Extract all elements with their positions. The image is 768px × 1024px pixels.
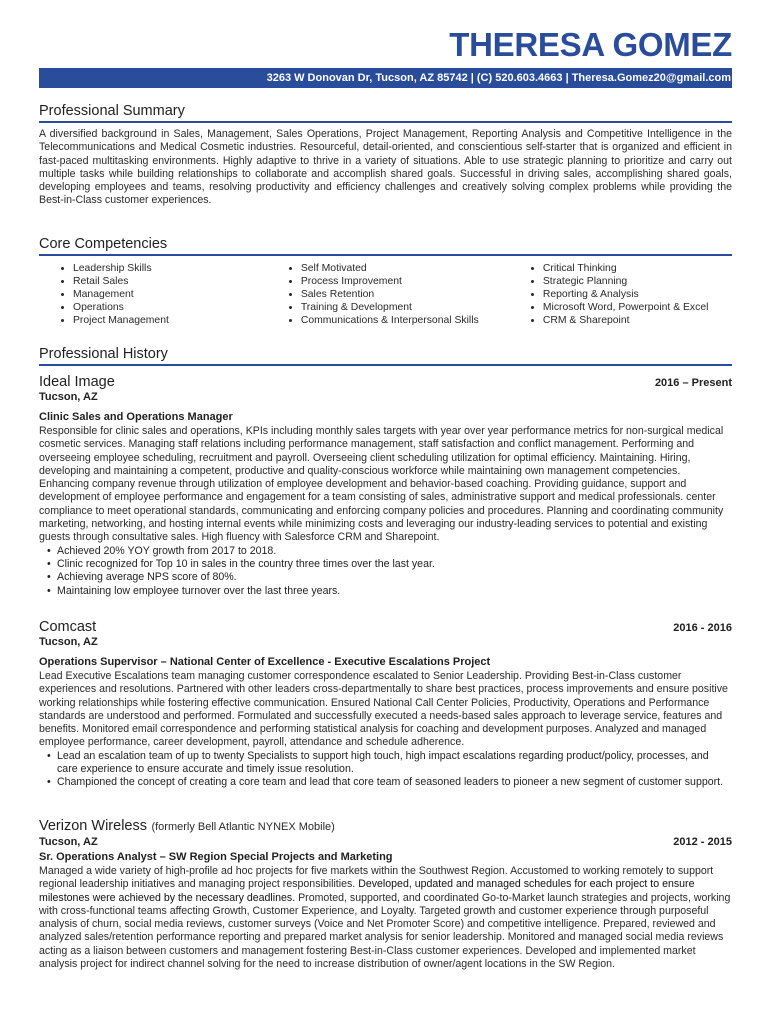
summary-title: Professional Summary <box>39 103 732 123</box>
job-role: Operations Supervisor – National Center of Excellence - Executive Escalations Project <box>39 656 491 668</box>
job-dates: 2016 - 2016 <box>673 622 732 634</box>
job-role: Sr. Operations Analyst – SW Region Special Projects and Marketing <box>39 851 393 863</box>
job-description <box>39 865 732 971</box>
competencies-column-1 <box>39 262 267 327</box>
list-item: • Leadership Skills <box>73 262 267 275</box>
list-item: • Strategic Planning <box>543 275 732 288</box>
job-role: Clinic Sales and Operations Manager <box>39 411 233 423</box>
company-name: Ideal Image <box>39 374 115 390</box>
list-item: • Communications & Interpersonal Skills <box>301 314 509 327</box>
job-description: Responsible for clinic sales and operations, KPIs including monthly sales targets with year over year performance metrics for non-surgical medical cosmetic services. Managing staff relations including performance management, staff satisfaction and conflict management. Performing and overseeing employee scheduling, recruitment and payroll. Overseeing client scheduling utilization for optimal efficiency. Maintaining. Hiring, developing and maintaining a competent, productive and quality-conscious workforce while maintaining own management competencies. Enhancing company revenue through utilization of employee development and behavior-based coaching. Providing guidance, support and development of employee performance and engagement for a team consisting of sales, administrative support and medical professionals. center compliance to meet operational standards, communicating and enforcing company policies and procedures. Planning and coordinating community marketing, networking, and hosting internal events while minimizing costs and leveraging our industry-leading services to potential and existing guests through consultative sales. High fluency with Salesforce CRM and Sharepoint. <box>39 425 724 544</box>
job-dates: 2012 - 2015 <box>673 836 732 848</box>
job-comcast <box>39 619 732 790</box>
history-title: Professional History <box>39 346 732 366</box>
company-note: (formerly Bell Atlantic NYNEX Mobile) <box>151 821 335 833</box>
job-dates: 2016 – Present <box>654 377 732 389</box>
history-section <box>39 346 732 366</box>
competencies-grid <box>39 262 732 327</box>
list-item: • Management <box>73 288 267 301</box>
list-item: • Championed the concept of creating a core team and lead that core team of seasoned leaders to pioneer a new segment of customer support. <box>47 776 732 789</box>
list-item: • Maintaining low employee turnover over the last three years. <box>47 585 732 598</box>
list-item: • Clinic recognized for Top 10 in sales in the country three times over the last year. <box>47 558 732 571</box>
job-location: Tucson, AZ <box>39 636 98 648</box>
list-item: • Self Motivated <box>301 262 509 275</box>
job-achievements <box>39 750 732 790</box>
contact-bar: 3263 W Donovan Dr, Tucson, AZ 85742 | (C) 520.603.4663 | Theresa.Gomez20@gmail.com <box>39 68 732 88</box>
list-item: • Sales Retention <box>301 288 509 301</box>
candidate-name: THERESA GOMEZ <box>449 26 732 63</box>
list-item: • CRM & Sharepoint <box>543 314 732 327</box>
competencies-column-3 <box>509 262 732 327</box>
job-description-highlight: Developed, updated and managed schedules for each project to ensure milestones were achieved by the necessary deadlines. <box>39 878 695 904</box>
list-item: • Critical Thinking <box>543 262 732 275</box>
list-item: • Achieving average NPS score of 80%. <box>47 571 732 584</box>
job-description-part: Managed a wide variety of high-profile ad hoc projects for five markets within the Southwest Region. Accustomed to working remotely to support regional leadership initiatives and managing project responsibilities. <box>39 865 714 891</box>
list-item: • Process Improvement <box>301 275 509 288</box>
company-name: Verizon Wireless <box>39 818 147 834</box>
company-name: Comcast <box>39 619 97 635</box>
job-ideal-image <box>39 374 732 598</box>
competencies-column-2 <box>267 262 509 327</box>
job-description: Lead Executive Escalations team managing customer correspondence escalated to Senior Leadership. Providing Best-in-Class customer experiences and resolutions. Partnered with other leaders cross-departmentally to share best practices, process improvements and ensure positive working relationships while fostering effective communication. Ensured National Call Center Policies, Productivity, Operations and Performance standards are understood and performed. Formulated and successfully executed a needs-based sales approach to leverage service, features and benefits. Monitored email correspondence and performing statistical analysis for coaching and development purposes. Analyzed and managed employee performance, career development, payroll, attendance and schedule adherence. <box>39 670 728 749</box>
list-item: • Microsoft Word, Powerpoint & Excel <box>543 301 732 314</box>
competencies-section <box>39 236 732 327</box>
list-item: • Training & Development <box>301 301 509 314</box>
job-description-part: Promoted, supported, and coordinated Go-to-Market launch strategies and projects, working with cross-functional teams affecting Growth, Customer Experience, and Loyalty. Targeted growth and customer experience through purposeful analysis of churn, social media reviews, customer surveys (Voice and Net Promoter Score) and competitive intelligence. Prepared, reviewed and analyzed sales/retention performance reporting and prepared market analysis for senior leadership. Monitored and managed social media reviews acting as a liaison between customers and management fostering Best-in-Class customer experiences. Developed and implemented market analysis project for indirect channel solving for the need to increase distribution of owner/agent locations in the SW Region. <box>39 891 731 971</box>
list-item: • Project Management <box>73 314 267 327</box>
competencies-title: Core Competencies <box>39 236 732 256</box>
list-item: • Retail Sales <box>73 275 267 288</box>
list-item: • Achieved 20% YOY growth from 2017 to 2018. <box>47 545 732 558</box>
job-achievements <box>39 545 732 598</box>
summary-section <box>39 103 732 208</box>
job-location: Tucson, AZ <box>39 391 98 403</box>
summary-text: A diversified background in Sales, Management, Sales Operations, Project Management, Reporting Analysis and Competitive Intelligence in the Telecommunications and Medical Cosmetic industries. Resourceful, detail-oriented, and conscientious self-starter that is organized and efficient in fast-paced multitasking environments. Highly adaptive to thrive in a variety of situations. Able to use strategic planning to prioritize and carry out multiple tasks while building relationships to collaborate and accomplish shared goals. Successful in driving sales, accomplishing shared goals, developing employees and teams, resolving productivity and efficiency challenges and creatively solving complex problems while providing the Best-in-Class customer experiences. <box>39 128 732 207</box>
list-item: • Operations <box>73 301 267 314</box>
job-location: Tucson, AZ <box>39 836 98 848</box>
job-verizon-wireless <box>39 817 732 971</box>
list-item: • Lead an escalation team of up to twenty Specialists to support high touch, high impact escalations regarding product/policy, processes, and care experience to ensure accurate and timely issue resolution. <box>47 750 732 777</box>
list-item: • Reporting & Analysis <box>543 288 732 301</box>
